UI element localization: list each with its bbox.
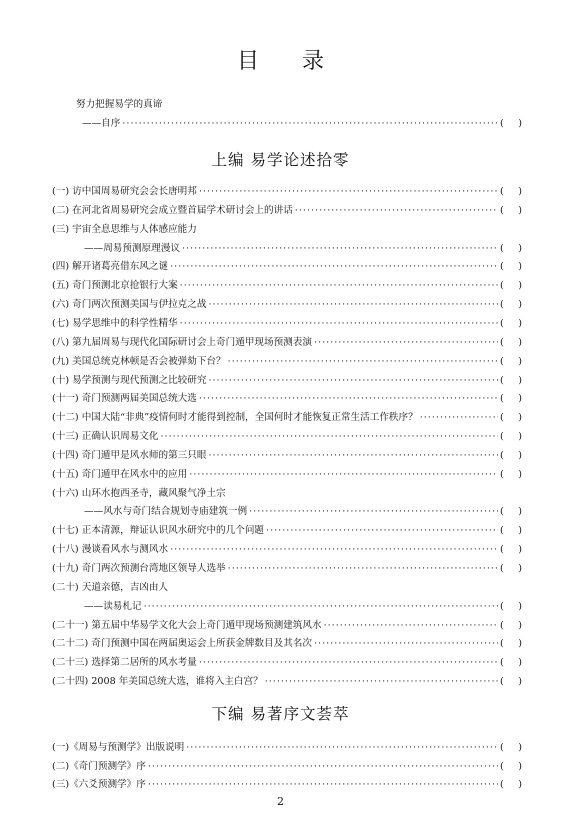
toc-entry bbox=[52, 617, 522, 635]
leader-dots bbox=[199, 186, 498, 197]
preface-heading bbox=[76, 96, 546, 114]
page-ref: ( ) bbox=[500, 317, 522, 329]
page-ref: ( ) bbox=[500, 299, 522, 311]
toc-entry-label: ——周易预测原理漫议 bbox=[84, 242, 180, 254]
leader-dots bbox=[189, 469, 498, 480]
toc-entry bbox=[52, 466, 522, 484]
leader-dots bbox=[420, 412, 498, 423]
toc-entry-label: (三) 宇宙全息思维与人体感应能力 bbox=[52, 223, 197, 235]
leader-dots bbox=[180, 280, 498, 291]
preface-entry bbox=[82, 115, 522, 133]
leader-dots bbox=[228, 563, 498, 574]
leader-dots bbox=[160, 431, 498, 442]
leader-dots bbox=[265, 676, 498, 687]
toc-entry bbox=[52, 277, 522, 295]
toc-entry-label: (一)《周易与预测学》出版说明 bbox=[52, 742, 185, 753]
toc-entry bbox=[52, 202, 522, 220]
toc-entry-label: (十一) 奇门预测两届美国总统大选 bbox=[52, 393, 197, 405]
toc-entry bbox=[52, 428, 522, 446]
toc-entry bbox=[52, 334, 522, 352]
toc-entry-label: (八) 第九届周易与现代化国际研讨会上奇门遁甲现场预测表演 bbox=[52, 336, 312, 348]
leader-dots bbox=[122, 118, 498, 129]
toc-entry-label: (十) 易学预测与现代预测之比较研究 bbox=[52, 374, 207, 386]
leader-dots bbox=[170, 544, 498, 555]
page-ref: ( ) bbox=[500, 525, 522, 537]
toc-entry-label: (三)《六爻预测学》序 bbox=[52, 779, 146, 790]
page-ref: ( ) bbox=[500, 431, 522, 443]
toc-entry-label: (十二) 中国大陆“非典”疫情何时才能得到控制，全国何时才能恢复正常生活工作秩序？ bbox=[52, 412, 418, 424]
leader-dots bbox=[314, 337, 498, 348]
leader-dots bbox=[295, 205, 498, 216]
toc-entry bbox=[52, 447, 522, 465]
leader-dots bbox=[182, 243, 498, 254]
toc-entry bbox=[52, 221, 522, 239]
leader-dots bbox=[266, 525, 498, 536]
toc-entry bbox=[52, 758, 522, 776]
page-ref: ( ) bbox=[500, 506, 522, 518]
page-ref: ( ) bbox=[500, 374, 522, 386]
toc-entry-label: (二)《奇门预测学》序 bbox=[52, 760, 146, 772]
page-ref: ( ) bbox=[500, 600, 522, 612]
page-ref: ( ) bbox=[500, 393, 522, 405]
toc-entry bbox=[52, 579, 522, 597]
section-heading-part1: 上编 易学论述拾零 bbox=[211, 151, 350, 169]
toc-entry-label: (十六) 山环水抱西圣寺，藏风聚气净土宗 bbox=[52, 487, 226, 499]
page-ref: ( ) bbox=[500, 760, 522, 772]
toc-entry bbox=[52, 541, 522, 559]
toc-entry-label: (二十) 天道亲德，吉凶由人 bbox=[52, 581, 169, 593]
leader-dots bbox=[228, 356, 498, 367]
page-ref: ( ) bbox=[500, 676, 522, 688]
page-ref: ( ) bbox=[500, 261, 522, 273]
leader-dots bbox=[144, 601, 498, 612]
page-ref: ( ) bbox=[500, 742, 522, 753]
leader-dots bbox=[148, 761, 498, 772]
page-ref: ( ) bbox=[500, 468, 522, 480]
toc-entry bbox=[52, 598, 522, 616]
toc-entry bbox=[52, 258, 522, 276]
page-ref: ( ) bbox=[500, 449, 522, 461]
toc-entry-label: (二十三) 选择第二居所的风水考量 bbox=[52, 657, 197, 669]
toc-entry-label: (十七) 正本清源，辩证认识风水研究中的几个问题 bbox=[52, 525, 265, 537]
toc-entry bbox=[52, 560, 522, 578]
toc-entry-label: (五) 奇门预测北京抢银行大案 bbox=[52, 280, 178, 292]
page-ref: ( ) bbox=[500, 204, 522, 216]
leader-dots bbox=[314, 638, 498, 649]
toc-entry bbox=[52, 183, 522, 201]
toc-entry bbox=[52, 390, 522, 408]
page-title: 目 录 bbox=[237, 49, 342, 74]
page-ref: ( ) bbox=[500, 186, 522, 197]
toc-entry bbox=[52, 673, 522, 691]
toc-entry-label: ——风水与奇门结合规划寺庙建筑一例 bbox=[84, 506, 248, 518]
toc-entry bbox=[52, 635, 522, 653]
page-ref: ( ) bbox=[500, 242, 522, 254]
leader-dots bbox=[208, 299, 498, 310]
toc-entry-label: (二十二) 奇门预测中国在两届奥运会上所获金牌数目及其名次 bbox=[52, 638, 312, 650]
toc-entry-label: (七) 易学思维中的科学性精华 bbox=[52, 317, 178, 329]
page-ref: ( ) bbox=[500, 412, 522, 424]
toc-entry-label: ——读易札记 bbox=[84, 600, 142, 612]
toc-entry-label: (一) 访中国周易研究会会长唐明邦 bbox=[52, 186, 197, 197]
page-ref: ( ) bbox=[500, 638, 522, 650]
toc-entry bbox=[52, 485, 522, 503]
toc-entry-label: (九) 美国总统克林顿是否会被弹劾下台？ bbox=[52, 355, 226, 367]
leader-dots bbox=[148, 779, 498, 790]
page-ref: ( ) bbox=[500, 779, 522, 790]
toc-entry bbox=[52, 654, 522, 672]
page-ref: ( ) bbox=[500, 336, 522, 348]
toc-entry-label: (六) 奇门两次预测美国与伊拉克之战 bbox=[52, 299, 207, 311]
toc-entry bbox=[52, 353, 522, 371]
toc-entry bbox=[52, 240, 522, 258]
leader-dots bbox=[208, 450, 498, 461]
toc-entry bbox=[52, 522, 522, 540]
page-number: 2 bbox=[277, 795, 284, 808]
toc-entry-label: (四) 解开诸葛亮借东风之谜 bbox=[52, 261, 169, 273]
toc-entry-label: (十三) 正确认识周易文化 bbox=[52, 431, 159, 443]
section-heading-part2: 下编 易著序文荟萃 bbox=[211, 705, 350, 723]
leader-dots bbox=[324, 620, 498, 631]
page-ref: ( ) bbox=[500, 619, 522, 631]
preface-heading-text: 努力把握易学的真谛 bbox=[76, 99, 163, 110]
leader-dots bbox=[199, 393, 498, 404]
toc-entry bbox=[52, 739, 522, 757]
toc-entry-label: (二十一) 第五届中华易学文化大会上奇门遁甲现场预测建筑风水 bbox=[52, 619, 322, 631]
preface-entry-label: ——自序 bbox=[82, 118, 121, 129]
toc-entry bbox=[52, 503, 522, 521]
toc-entry bbox=[52, 409, 522, 427]
leader-dots bbox=[249, 506, 498, 517]
page-ref: ( ) bbox=[500, 118, 522, 129]
toc-entry-label: (二十四) 2008 年美国总统大选，谁将入主白宫？ bbox=[52, 676, 263, 688]
leader-dots bbox=[180, 318, 498, 329]
toc-entry-label: (二) 在河北省周易研究会成立暨首届学术研讨会上的讲话 bbox=[52, 204, 293, 216]
toc-entry bbox=[52, 372, 522, 390]
leader-dots bbox=[170, 261, 498, 272]
page-ref: ( ) bbox=[500, 280, 522, 292]
toc-entry-label: (十五) 奇门遁甲在风水中的应用 bbox=[52, 468, 188, 480]
page-ref: ( ) bbox=[500, 563, 522, 574]
toc-entry bbox=[52, 315, 522, 333]
page-ref: ( ) bbox=[500, 544, 522, 556]
leader-dots bbox=[199, 657, 498, 668]
toc-entry-label: (十九) 奇门两次预测台湾地区领导人选举 bbox=[52, 563, 226, 574]
leader-dots bbox=[186, 742, 498, 753]
toc-entry-label: (十八) 漫谈看风水与测风水 bbox=[52, 544, 169, 556]
page-ref: ( ) bbox=[500, 355, 522, 367]
page-ref: ( ) bbox=[500, 657, 522, 669]
toc-entry bbox=[52, 296, 522, 314]
leader-dots bbox=[208, 375, 498, 386]
toc-entry bbox=[52, 776, 522, 794]
toc-entry-label: (十四) 奇门遁甲是风水师的第三只眼 bbox=[52, 449, 207, 461]
